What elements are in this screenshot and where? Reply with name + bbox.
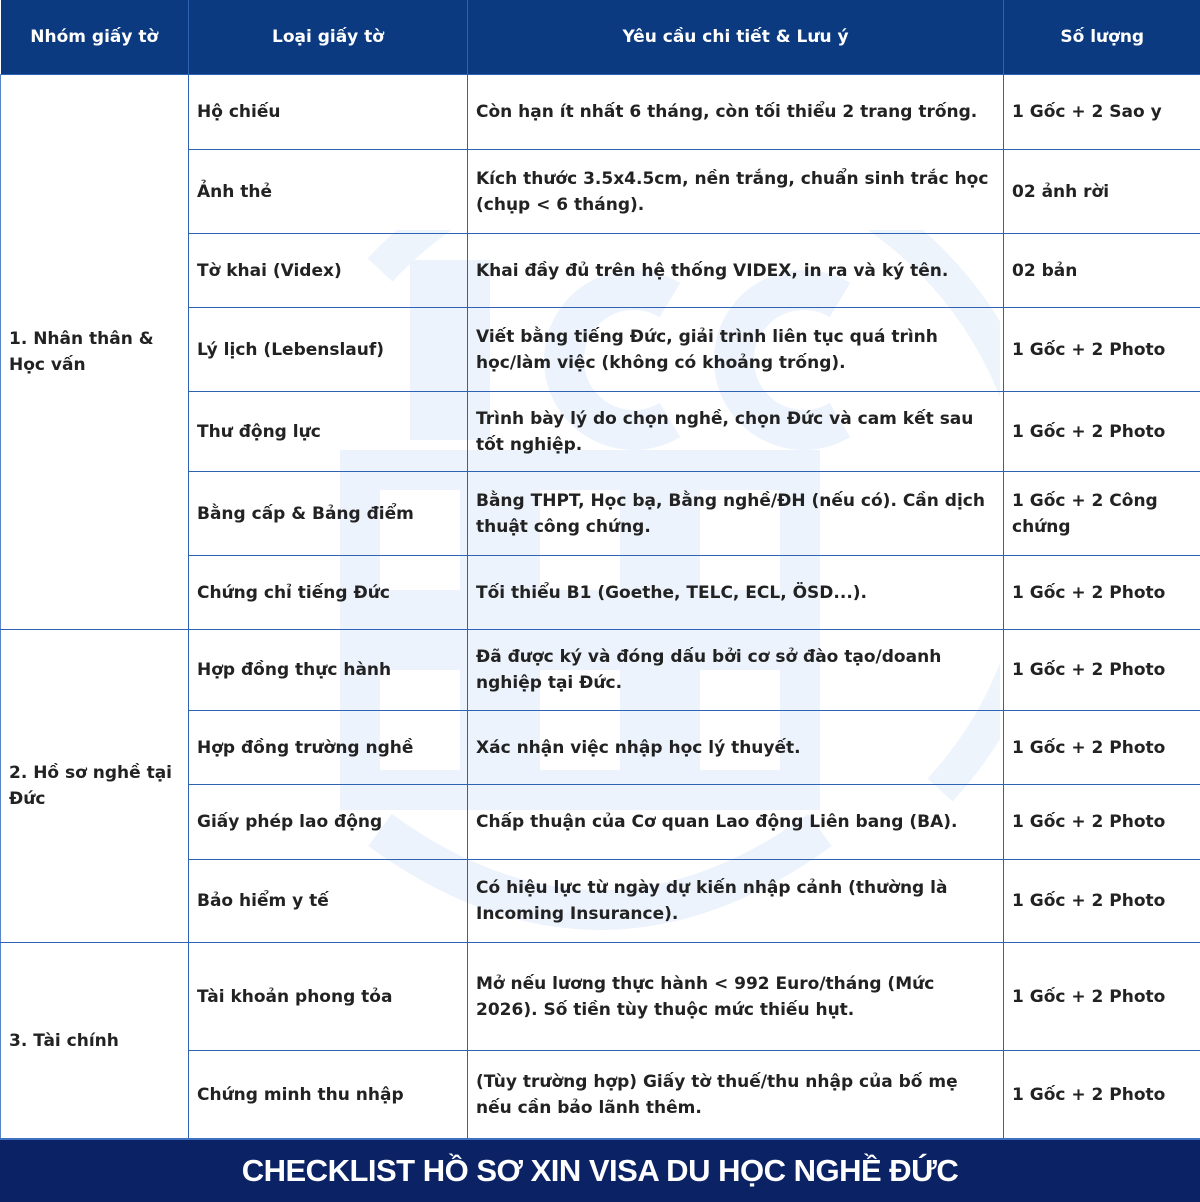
document-type: Hợp đồng trường nghề bbox=[189, 711, 468, 785]
document-quantity: 1 Gốc + 2 Photo bbox=[1004, 1051, 1200, 1139]
document-quantity: 02 bản bbox=[1004, 234, 1200, 308]
document-detail: Kích thước 3.5x4.5cm, nền trắng, chuẩn sinh trắc học (chụp < 6 tháng). bbox=[468, 150, 1004, 234]
document-detail: Khai đầy đủ trên hệ thống VIDEX, in ra và ký tên. bbox=[468, 234, 1004, 308]
document-type: Chứng chỉ tiếng Đức bbox=[189, 556, 468, 630]
column-header-detail: Yêu cầu chi tiết & Lưu ý bbox=[468, 0, 1004, 75]
document-quantity: 1 Gốc + 2 Sao y bbox=[1004, 75, 1200, 150]
document-detail: Viết bằng tiếng Đức, giải trình liên tục quá trình học/làm việc (không có khoảng trống). bbox=[468, 308, 1004, 392]
document-quantity: 1 Gốc + 2 Photo bbox=[1004, 392, 1200, 472]
document-type: Thư động lực bbox=[189, 392, 468, 472]
document-type: Tài khoản phong tỏa bbox=[189, 943, 468, 1051]
group-cell: 1. Nhân thân & Học vấn bbox=[1, 75, 189, 630]
document-detail: Còn hạn ít nhất 6 tháng, còn tối thiểu 2 trang trống. bbox=[468, 75, 1004, 150]
document-detail: (Tùy trường hợp) Giấy tờ thuế/thu nhập của bố mẹ nếu cần bảo lãnh thêm. bbox=[468, 1051, 1004, 1139]
table-row bbox=[1, 943, 1200, 1051]
table-row bbox=[1, 630, 1200, 711]
document-quantity: 1 Gốc + 2 Photo bbox=[1004, 860, 1200, 943]
document-detail: Chấp thuận của Cơ quan Lao động Liên bang (BA). bbox=[468, 785, 1004, 860]
document-quantity: 1 Gốc + 2 Photo bbox=[1004, 308, 1200, 392]
document-quantity: 1 Gốc + 2 Photo bbox=[1004, 556, 1200, 630]
document-detail: Mở nếu lương thực hành < 992 Euro/tháng (Mức 2026). Số tiền tùy thuộc mức thiếu hụt. bbox=[468, 943, 1004, 1051]
document-detail: Đã được ký và đóng dấu bởi cơ sở đào tạo/doanh nghiệp tại Đức. bbox=[468, 630, 1004, 711]
document-type: Giấy phép lao động bbox=[189, 785, 468, 860]
document-type: Tờ khai (Videx) bbox=[189, 234, 468, 308]
column-header-quantity: Số lượng bbox=[1004, 0, 1200, 75]
document-quantity: 1 Gốc + 2 Photo bbox=[1004, 943, 1200, 1051]
column-header-group: Nhóm giấy tờ bbox=[1, 0, 189, 75]
document-detail: Tối thiểu B1 (Goethe, TELC, ECL, ÖSD...). bbox=[468, 556, 1004, 630]
document-quantity: 02 ảnh rời bbox=[1004, 150, 1200, 234]
document-type: Hộ chiếu bbox=[189, 75, 468, 150]
document-type: Bảo hiểm y tế bbox=[189, 860, 468, 943]
footer-title-banner bbox=[0, 1138, 1200, 1202]
group-cell: 2. Hồ sơ nghề tại Đức bbox=[1, 630, 189, 943]
footer-title: CHECKLIST HỒ SƠ XIN VISA DU HỌC NGHỀ ĐỨC bbox=[242, 1153, 959, 1189]
document-detail: Trình bày lý do chọn nghề, chọn Đức và cam kết sau tốt nghiệp. bbox=[468, 392, 1004, 472]
document-detail: Có hiệu lực từ ngày dự kiến nhập cảnh (thường là Incoming Insurance). bbox=[468, 860, 1004, 943]
document-type: Lý lịch (Lebenslauf) bbox=[189, 308, 468, 392]
document-quantity: 1 Gốc + 2 Photo bbox=[1004, 630, 1200, 711]
document-quantity: 1 Gốc + 2 Công chứng bbox=[1004, 472, 1200, 556]
column-header-type: Loại giấy tờ bbox=[189, 0, 468, 75]
document-detail: Xác nhận việc nhập học lý thuyết. bbox=[468, 711, 1004, 785]
document-quantity: 1 Gốc + 2 Photo bbox=[1004, 711, 1200, 785]
document-type: Chứng minh thu nhập bbox=[189, 1051, 468, 1139]
group-cell: 3. Tài chính bbox=[1, 943, 189, 1139]
table-row bbox=[1, 75, 1200, 150]
document-quantity: 1 Gốc + 2 Photo bbox=[1004, 785, 1200, 860]
document-detail: Bằng THPT, Học bạ, Bằng nghề/ĐH (nếu có). Cần dịch thuật công chứng. bbox=[468, 472, 1004, 556]
document-type: Bằng cấp & Bảng điểm bbox=[189, 472, 468, 556]
document-type: Ảnh thẻ bbox=[189, 150, 468, 234]
document-type: Hợp đồng thực hành bbox=[189, 630, 468, 711]
table-header-row bbox=[1, 0, 1200, 75]
